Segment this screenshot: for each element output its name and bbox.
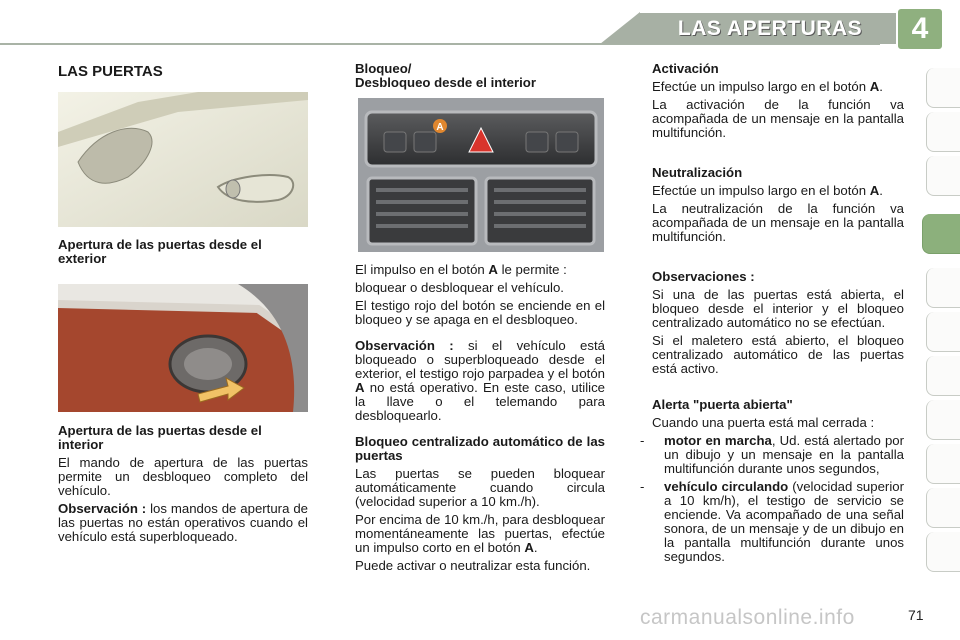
middle-observation-text-1: si el vehículo está bloqueado o superbloqueado desde el exterior, el testigo rojo parpadea y el botón [355,338,605,381]
button-letter: A [488,262,498,277]
chapter-tab-active[interactable] [922,214,960,254]
interior-paragraph: El mando de apertura de las puertas permite un desbloqueo completo del vehículo. [58,455,308,498]
chapter-tab[interactable] [926,68,960,108]
chapter-tab[interactable] [926,532,960,572]
auto-lock-para2-pre: Por encima de 10 km./h, para desbloquear momentáneamente las puertas, efectúe un impulso corto en el botón [355,512,605,555]
middle-observation [355,339,605,423]
neutral-p1-post: . [879,183,883,198]
red-led-paragraph: El testigo rojo del botón se enciende en el bloqueo y se apaga en el desbloqueo. [355,298,605,327]
lock-unlock-line: bloquear o desbloquear el vehículo. [355,280,564,295]
auto-lock-para3: Puede activar o neutralizar esta función. [355,558,591,573]
button-letter: A [355,380,365,395]
left-interior-text [58,424,308,548]
left-observation-text: los mandos de apertura de las puertas no están operativos cuando el vehículo está superbloqueado. [58,501,308,544]
chapter-tabs [926,68,960,588]
impulse-pre: El impulso en el botón [355,262,489,277]
chapter-tab[interactable] [926,156,960,196]
chapter-tab[interactable] [926,356,960,396]
neutral-p1 [652,184,904,198]
activation-heading: Activación [652,61,719,76]
caption-exterior: Apertura de las puertas desde el exterior [58,237,262,266]
button-letter: A [524,540,534,555]
activation-p2: La activación de la función va acompañada de un mensaje en la pantalla multifunción. [652,97,904,140]
right-column [640,61,905,568]
middle-heading-line1: Bloqueo/ [355,61,412,76]
observations-p2: Si el maletero está abierto, el bloqueo centralizado automático de las puertas está activo. [652,333,904,376]
middle-heading [355,62,605,90]
auto-lock-para2-post: . [533,540,538,555]
button-letter: A [869,183,880,198]
watermark: carmanualsonline.info [640,606,855,629]
alert-item-1-bold: motor en marcha [664,433,772,448]
alert-heading: Alerta "puerta abierta" [652,397,793,412]
button-letter: A [869,79,880,94]
chapter-tab[interactable] [926,444,960,484]
exterior-door-handle-photo [58,92,308,227]
section-title: LAS PUERTAS [58,63,163,80]
left-observation [58,502,308,544]
chapter-tab[interactable] [926,400,960,440]
alert-item-2: - vehículo circulando (velocidad superior a 10 km/h), el testigo de servicio se enciende. Va acompañado de una señal sonora, de un mensaje y de un dibujo en la pantalla multifunción durante unos segundos. [640,479,904,564]
activation-p1-post: . [879,79,883,94]
impulse-post: le permite : [497,262,567,277]
auto-lock-para2 [355,513,605,555]
middle-observation-label: Observación : [355,338,454,353]
auto-lock-heading: Bloqueo centralizado automático de las puertas [355,434,605,463]
neutral-p2: La neutralización de la función va acompañada de un mensaje en la pantalla multifunción. [652,201,904,244]
auto-lock-para1: Las puertas se pueden bloquear automáticamente cuando circula (velocidad superior a 10 km./h). [355,466,605,509]
interior-door-handle-photo [58,284,308,412]
observations-heading: Observaciones : [652,269,755,284]
chapter-number: 4 [911,12,929,45]
alert-item-2-text: (velocidad superior a 10 km/h), el testigo de servicio se enciende. Va acompañado de una señal sonora, de un mensaje y de un dibujo en la pantalla multifunción durante unos segundos. [664,479,904,564]
alert-item-1-text: , Ud. está alertado por un dibujo y un mensaje en la pantalla multifunción durante unos segundos, [664,433,905,476]
observations-p1: Si una de las puertas está abierta, el bloqueo desde el interior y el bloqueo centralizado automático no se efectúan. [652,287,904,330]
left-observation-label: Observación : [58,501,147,516]
neutral-heading: Neutralización [652,165,743,180]
caption-interior: Apertura de las puertas desde el interior [58,423,262,452]
neutral-p1-pre: Efectúe un impulso largo en el botón [652,183,870,198]
alert-item-2-bold: vehículo circulando [664,479,789,494]
activation-p1 [652,80,904,94]
impulse-line [355,263,605,277]
middle-heading-line2: Desbloqueo desde el interior [355,75,536,90]
middle-body [355,263,605,577]
alert-item-1: - motor en marcha, Ud. está alertado por un dibujo y un mensaje en la pantalla multifunción durante unos segundos, [640,433,905,476]
dashboard-buttons-photo [358,98,604,252]
button-a-marker: A [436,122,444,133]
chapter-tab[interactable] [926,312,960,352]
chapter-tab[interactable] [926,268,960,308]
chapter-tab[interactable] [926,488,960,528]
activation-p1-pre: Efectúe un impulso largo en el botón [652,79,870,94]
page-number: 71 [908,607,924,623]
alert-intro: Cuando una puerta está mal cerrada : [652,415,875,430]
middle-observation-text-2: no está operativo. En este caso, utilice la llave o el telemando para desbloquearlo. [355,380,605,423]
page-title: LAS APERTURAS [677,17,863,40]
chapter-tab[interactable] [926,112,960,152]
